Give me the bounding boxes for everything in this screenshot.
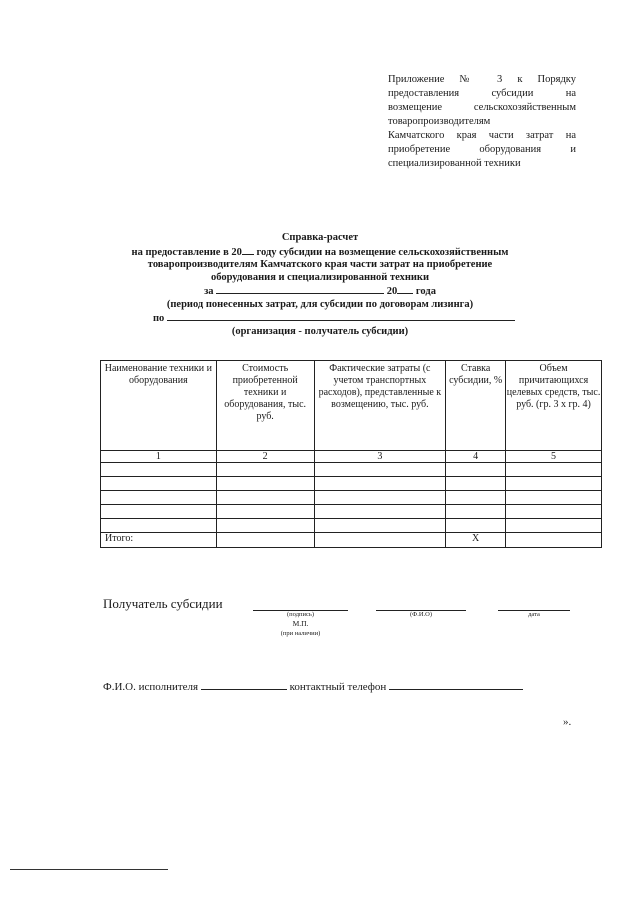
recipient-label: Получатель субсидии xyxy=(103,596,223,611)
org-blank xyxy=(167,311,515,321)
table-cell[interactable] xyxy=(216,477,314,491)
table-cell[interactable] xyxy=(506,463,602,477)
title-line-3: товаропроизводителям Камчатского края части затрат на приобретение xyxy=(147,259,493,270)
table-cell[interactable] xyxy=(446,463,506,477)
appendix-line: предоставления субсидии на xyxy=(388,88,576,99)
header-cost: Стоимость приобретенной техники и оборудования, тыс. руб. xyxy=(216,361,314,451)
closing-quote: ». xyxy=(563,716,572,728)
table-cell[interactable] xyxy=(101,463,217,477)
document-title-block xyxy=(90,232,550,338)
period-blank xyxy=(216,284,384,294)
period-line: за 20 года xyxy=(204,286,436,297)
table-cell[interactable] xyxy=(216,519,314,533)
date-caption: дата xyxy=(528,611,540,618)
table-cell[interactable] xyxy=(314,491,446,505)
appendix-line: возмещение сельскохозяйственным xyxy=(388,102,576,113)
footnote-separator xyxy=(10,868,168,870)
table-cell[interactable] xyxy=(216,491,314,505)
document-heading: Справка-расчет xyxy=(281,232,359,243)
table-cell[interactable] xyxy=(314,477,446,491)
header-volume: Объем причитающихся целевых средств, тыс. руб. (гр. 3 х гр. 4) xyxy=(506,361,602,451)
calculation-table xyxy=(100,360,602,548)
total-actual-cell[interactable] xyxy=(314,533,446,548)
total-row xyxy=(101,533,602,548)
table-cell[interactable] xyxy=(506,505,602,519)
total-cost-cell[interactable] xyxy=(216,533,314,548)
phone-blank[interactable] xyxy=(389,680,523,690)
title-line-4: оборудования и специализированной техники xyxy=(210,271,430,283)
column-number-row xyxy=(101,451,602,463)
executor-label: Ф.И.О. исполнителя xyxy=(103,681,199,693)
table-cell[interactable] xyxy=(446,477,506,491)
appendix-note xyxy=(388,73,576,171)
table-cell[interactable] xyxy=(314,519,446,533)
total-rate-cell: Х xyxy=(446,533,506,548)
table-cell[interactable] xyxy=(446,491,506,505)
table-cell[interactable] xyxy=(216,505,314,519)
executor-name-blank[interactable] xyxy=(201,680,287,690)
table-cell[interactable] xyxy=(101,505,217,519)
table-cell[interactable] xyxy=(506,519,602,533)
table-cell[interactable] xyxy=(506,477,602,491)
table-row xyxy=(101,519,602,533)
table-cell[interactable] xyxy=(314,505,446,519)
table-cell[interactable] xyxy=(314,463,446,477)
column-number: 3 xyxy=(314,451,446,463)
column-number: 1 xyxy=(101,451,217,463)
stamp-note: (при наличии) xyxy=(280,630,321,637)
period-year-blank xyxy=(397,284,413,294)
title-line-2: на предоставление в 20 году субсидии на возмещение сельскохозяйственным xyxy=(131,246,509,258)
table-cell[interactable] xyxy=(101,491,217,505)
table-cell[interactable] xyxy=(101,477,217,491)
appendix-line: товаропроизводителям xyxy=(388,116,491,127)
org-line: по xyxy=(90,311,550,326)
table-row xyxy=(101,463,602,477)
table-header-row xyxy=(101,361,602,451)
table-cell[interactable] xyxy=(506,491,602,505)
table-row xyxy=(101,477,602,491)
column-number: 5 xyxy=(506,451,602,463)
table-row xyxy=(101,505,602,519)
appendix-line: Камчатского края части затрат на xyxy=(388,130,576,141)
table-row xyxy=(101,491,602,505)
header-actual-costs: Фактические затраты (с учетом транспортных расходов), представленные к возмещению, тыс. руб. xyxy=(314,361,446,451)
total-label: Итого: xyxy=(101,533,217,548)
column-number: 4 xyxy=(446,451,506,463)
table-cell[interactable] xyxy=(101,519,217,533)
table-cell[interactable] xyxy=(216,463,314,477)
table-cell[interactable] xyxy=(446,519,506,533)
year-blank xyxy=(242,245,254,255)
total-volume-cell[interactable] xyxy=(506,533,602,548)
executor-line xyxy=(103,680,523,693)
signature-caption: (подпись) xyxy=(287,611,314,618)
header-equipment-name: Наименование техники и оборудования xyxy=(101,361,217,451)
column-number: 2 xyxy=(216,451,314,463)
period-note: (период понесенных затрат, для субсидии по договорам лизинга) xyxy=(166,298,474,310)
org-note: (организация - получатель субсидии) xyxy=(231,325,409,337)
stamp-label: М.П. xyxy=(292,619,309,628)
table-cell[interactable] xyxy=(446,505,506,519)
appendix-line: Приложение № 3 к Порядку xyxy=(388,74,576,85)
name-caption: (Ф.И.О) xyxy=(409,611,433,618)
phone-label: контактный телефон xyxy=(289,681,387,693)
appendix-line: приобретение оборудования и xyxy=(388,144,576,155)
appendix-line: специализированной техники xyxy=(388,158,521,169)
header-subsidy-rate: Ставка субсидии, % xyxy=(446,361,506,451)
